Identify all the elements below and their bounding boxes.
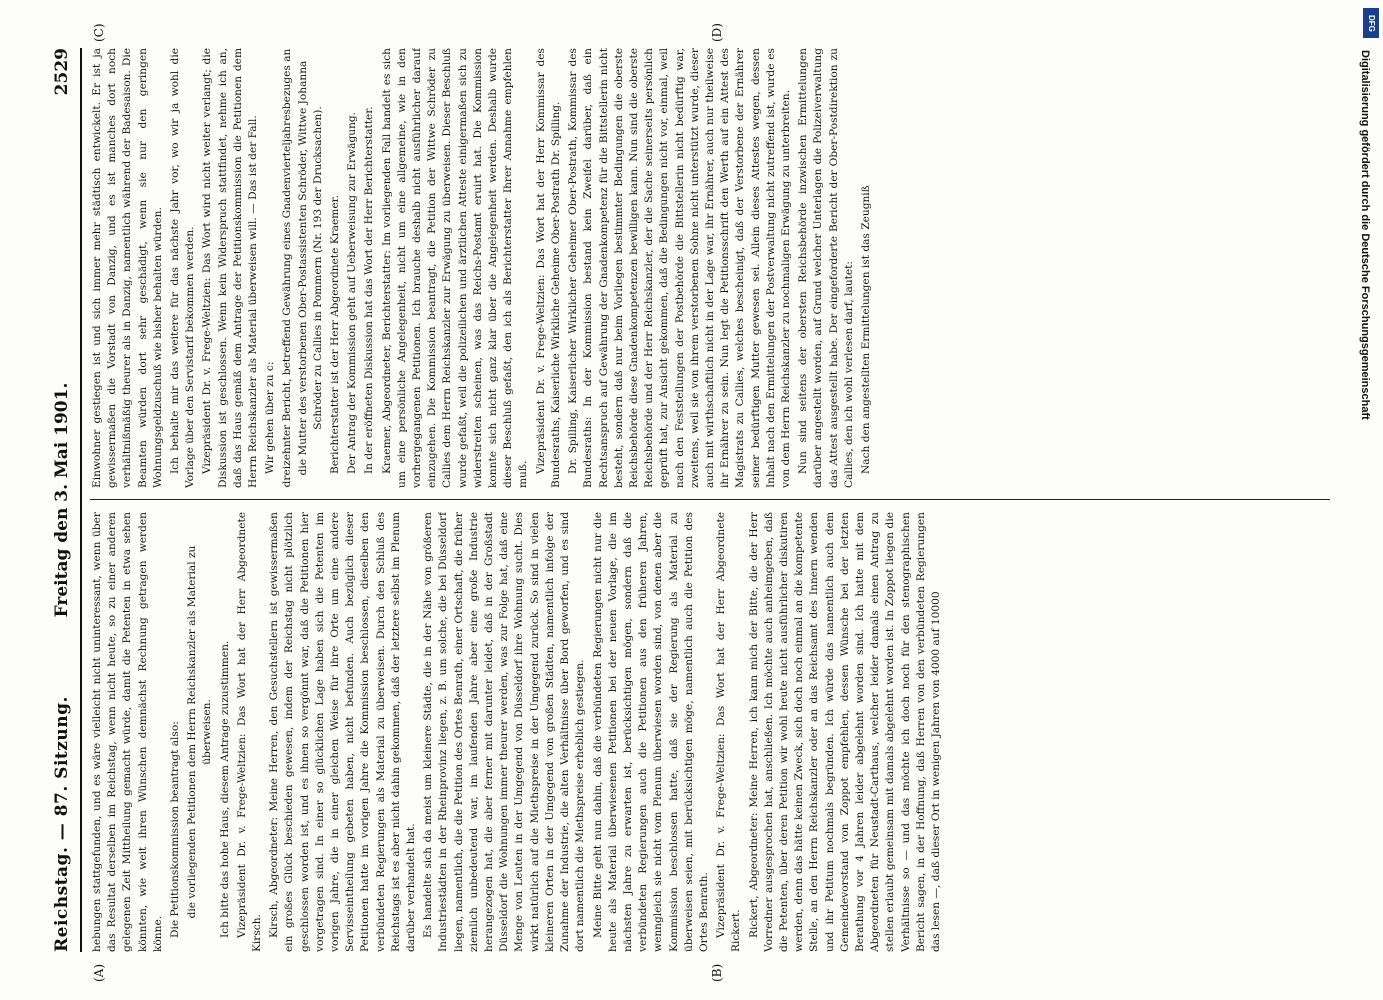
margin-mark-d: (D) [710, 23, 724, 42]
paragraph: Vizepräsident Dr. v. Frege-Weltzien: Das Wort wird nicht weiter verlangt; die Diskussion ist geschlossen. Wenn kein Widerspruch stattfindet, nehme ich an, daß das Haus gemäß dem Antrage der Petitionskommission die Petitionen dem Herrn Reichskanzler als Material überweisen will. — Das ist der Fall. [201, 48, 260, 488]
paragraph: Einwohner gestiegen ist und sich immer mehr städtisch entwickelt. Er ist ja gewissermaßen die Vorstadt von Danzig, und es ist manches dort noch verhältnißmäßig theurer als in Danzig, namentlich während der Badesaison. Die Beamten würden dort sehr geschädigt, wenn sie nur den geringen Wohnungsgeldzuschuß wie bisher behalten würden. [91, 48, 164, 488]
paragraph: Nun sind seitens der obersten Reichsbehörde inzwischen Ermittelungen darüber angestellt worden, auf Grund welcher Unterlagen die Polizeiverwaltung das Attest ausgestellt habe. Der eingeforderte Bericht der Ober-Postdirektion zu Callies, den ich wohl verlesen darf, lautet: [797, 48, 855, 488]
paragraph: Der Antrag der Kommission geht auf Ueberweisung zur Erwägung. [346, 111, 359, 474]
credit-text: Digitalisierung gefördert durch die Deutsche Forschungsgemeinschaft [1359, 50, 1371, 420]
page-header [50, 48, 82, 952]
column-divider [90, 499, 1330, 500]
header-date: Freitag den 3. Mai 1901. [52, 382, 72, 618]
paragraph: Kraemer, Abgeordneter, Berichterstatter: Im vorliegenden Fall handelt es sich um eine persönliche Angelegenheit, nicht um eine allgemeine, wie in den vorhergegangenen Petitionen. Ich brauche deshalb nicht ausführlicher darauf einzugehen. Die Kommission beantragt, die Petition der Wittwe Schröder zu Callies dem Herrn Reichskanzler zur Erwägung zu überweisen. Dieser Beschluß wurde gefaßt, weil die polizeilichen und ärztlichen Atteste einigermaßen sich zu widerstreiten scheinen, was das Reichs-Postamt eruirt hat. Die Kommission konnte sich nicht ganz klar über die Angelegenheit werden. Deshalb wurde dieser Beschluß gefaßt, den ich als Berichterstatter Ihrer Annahme empfehlen muß. [380, 48, 530, 488]
header-session: Reichstag. — 87. Sitzung. [52, 696, 72, 952]
dfg-logo: DFG [1363, 8, 1379, 38]
paragraph: In der eröffneten Diskussion hat das Wort der Herr Berichterstatter. [363, 106, 376, 474]
paragraph: Es handelte sich da meist um kleinere Städte, die in der Nähe von größeren Industriestädten in der Rheinprovinz liegen, z. B. um solche, die bei Düsseldorf liegen, namentlich, die die Petition des Ortes Benrath, einer Ortschaft, die früher ziemlich unbedeutend war, im laufenden Jahre aber eine große Industrie herangezogen hat, die aber ferner mit darunter leidet, daß in der Großstadt Düsseldorf die Wohnungen immer theurer werden, was zur Folge hat, daß eine Menge von Leuten in der Umgegend von Düsseldorf ihre Wohnung sucht. Dies wirkt natürlich auf die Miethspreise in der Umgegend zurück. So sind in vielen kleineren Orten in der Umgegend von großen Städten, namentlich infolge der Zunahme der Industrie, die alten Verhältnisse über Bord geworfen, und es sind dort namentlich die Miethspreise erheblich gestiegen. [422, 512, 587, 952]
paragraph: Meine Bitte geht nun dahin, daß die verbündeten Regierungen nicht nur die heute als Material überwiesenen Petitionen bei der neuen Vorlage, die im nächsten Jahre zu erwarten ist, berücksichtigen mögen, sondern daß die verbündeten Regierungen auch die Petitionen aus den früheren Jahren, wenngleich sie nicht vom Plenum überwiesen worden sind, von denen aber die Kommission beschlossen hatte, daß sie der Regierung als Material zu überweisen seien, mit berücksichtigen möge, namentlich auch die Petition des Ortes Benrath. [591, 512, 710, 952]
paragraph: Dr. Spilling, Kaiserlicher Wirklicher Geheimer Ober-Postrath, Kommissar des Bundesraths: In der Kommission bestand kein Zweifel darüber, daß ein Rechtsanspruch auf Gewährung der Gnadenkompetenz für die Bittstellerin nicht besteht, sondern daß nur beim Vorliegen bestimmter Bedingungen die oberste Reichsbehörde diese Gnadenkompetenzen bewilligen kann. Nun sind die oberste Reichsbehörde und der Herr Reichskanzler, der die Sache seinerseits persönlich geprüft hat, zur Ansicht gekommen, daß die Bedingungen nicht vor, einmal, weil nach den Feststellungen der Postbehörde die Bittstellerin nicht bedürftig war, zweitens, weil sie von ihrem verstorbenen Sohne nicht unterstützt wurde, dieser auch mit wirthschaftlich nicht in der Lage war, ihr Ernährer, auch nur theilweise ihr Ernährer zu sein. Nun legt die Petitionsschrift den Werth auf ein Attest des Magistrats zu Callies, welches bescheinigt, daß der Verstorbene der Ernährer seiner bedürftigen Mutter gewesen sei. Allein dieses Attestes wegen, dessen Inhalt nach den Ermittelungen der Postverwaltung nicht zutreffend ist, wurde es von dem Herrn Reichskanzler zu nochmaligen Erwägung zu unterbreiten. [567, 48, 792, 488]
paragraph: Ich bitte das hohe Haus, diesem Antrage zuzustimmen. [218, 640, 231, 938]
paragraph: Berichterstatter ist der Herr Abgeordnete Kraemer. [329, 195, 342, 474]
paragraph: hebungen stattgefunden, und es wäre vielleicht nicht uninteressant, wenn über das Resultat derselben im Reichstag, wenn nicht heute, so zu einer anderen gelegenen Zeit Mittheilung gemacht würde, damit die Petenten in etwa sehen könnten, wie weit ihren Wünschen demnächst Rechnung getragen werden könne. [91, 512, 164, 952]
paragraph: die vorliegenden Petitionen dem Herrn Reichskanzler als Material zu überweisen. [186, 545, 214, 919]
paragraph: Die Petitionskommission beantragt also: [169, 721, 182, 938]
margin-mark-a: (A) [92, 963, 106, 982]
paragraph: Wir gehen über zu c: [264, 361, 277, 474]
margin-mark-b: (B) [710, 963, 724, 982]
page-number: 2529 [52, 48, 72, 96]
paragraph: dreizehnter Bericht, betreffend Gewährung eines Gnadenvierteljahresbezuges an die Mutter des verstorbenen Ober-Postassistenten Schröder, Wittwe Johanna Schröder zu Callies in Pommern (Nr. 193 der Drucksachen). [281, 48, 324, 488]
paragraph: Kirsch, Abgeordneter: Meine Herren, den Gesuchstellern ist gewissermaßen ein großes Glück beschieden gewesen, indem der Reichstag nicht plötzlich geschlossen worden ist, und es ihnen so vergönnt war, daß die Petitionen hier vorgetragen sind. In einer so glücklichen Lage haben sich die Petenten im vorigen Jahre, die in einer gleichen Weise für ihre Orte um eine andere Servisseintheilung gebeten haben, nicht befunden. Auch bezüglich dieser Petitionen hatte im vorigen Jahre die Kommission beschlossen, dieselben den verbündeten Regierungen als Material zu überweisen. Durch den Schluß des Reichstags ist es aber nicht dahin gekommen, daß der letztere selbst im Plenum darüber verhandelt hat. [268, 512, 418, 952]
paragraph: Ich behalte mir das weitere für das nächste Jahr vor, wo wir ja wohl die Vorlage über den Servistarif bekommen werden. [169, 48, 197, 488]
margin-mark-c: (C) [92, 23, 106, 42]
text-column-right [90, 48, 1330, 488]
text-column-left [90, 512, 1330, 952]
paragraph: Vizepräsident Dr. v. Frege-Weltzien: Das Wort hat der Herr Abgeordnete Rickert. [715, 512, 743, 952]
paragraph: Rickert, Abgeordneter: Meine Herren, ich kann mich der Bitte, die der Herr Vorredner ausgesprochen hat, anschließen. Ich möchte auch anheimgeben, daß die Petenten, über deren Petition wir wohl heute nicht ausführlicher diskutiren werden, denn das hätte keinen Zweck, sich doch noch einmal an die kompetente Stelle, an den Herrn Reichskanzler oder an das Reichsamt des Innern wenden und ihr Petitum nochmals begründen. Ich würde das namentlich auch dem Gemeindevorstand von Zoppot empfehlen, dessen Wünsche bei der letzten Berathung vor 4 Jahren leider abgelehnt worden sind. Ich hatte mit dem Abgeordneten für Neustadt-Carthaus, welcher leider damals einen Antrag zu stellen erlaubt gemeinsam mit damals abgelehnt worden ist. In Zoppot liegen die Verhältnisse so — und das möchte ich doch noch für den stenographischen Bericht sagen, in der Hoffnung, daß Herren von den verbündeten Regierungen das lesen —, daß dieser Ort in wenigen Jahren von 4000 auf 10000 [747, 512, 942, 952]
paragraph: Vizepräsident Dr. v. Frege-Weltzien: Das Wort hat der Herr Abgeordnete Kirsch. [235, 512, 264, 952]
digitization-credit [1359, 10, 1379, 990]
paragraph: Vizepräsident Dr. v. Frege-Weltzien: Das Wort hat der Herr Kommissar des Bundesraths, Kaiserliche Wirkliche Geheime Ober-Postrath Dr. Spilling. [534, 48, 562, 488]
paragraph: Nach den angestellten Ermittelungen ist das Zeugniß [859, 185, 872, 474]
